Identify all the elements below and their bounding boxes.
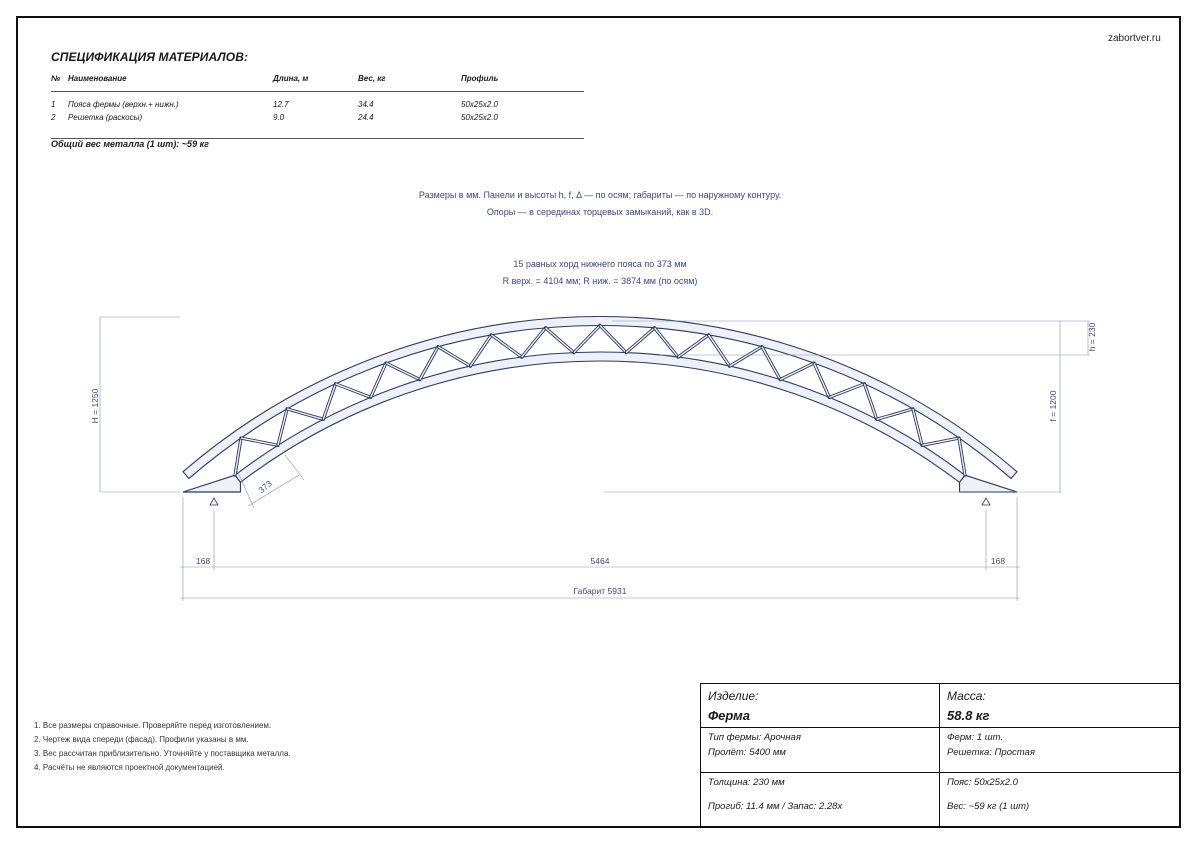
lattice-diagonal-fill	[574, 326, 600, 353]
lattice-diagonal-fill	[877, 409, 913, 419]
drawing-note-2: Опоры — в серединах торцевых замыканий, как в 3D.	[486, 207, 714, 217]
lattice-diagonal-fill	[438, 347, 470, 366]
lattice-diagonal-fill	[491, 335, 521, 357]
truss-count: Ферм: 1 шт.	[947, 732, 1004, 743]
lattice-type: Решетка: Простая	[947, 747, 1035, 758]
dim-label-span: 5464	[590, 556, 610, 566]
lattice-diagonal-fill	[959, 438, 965, 475]
product-value: Ферма	[708, 708, 750, 723]
right-support	[982, 498, 990, 505]
spec-col-number: №	[51, 74, 61, 83]
lattice-diagonal-fill	[470, 335, 491, 366]
spec-cell: 2	[51, 113, 56, 122]
spec-cell: 34.4	[358, 100, 374, 109]
title-block	[700, 683, 1181, 828]
lattice-diagonal-fill	[287, 409, 323, 419]
dim-label-H: H = 1250	[90, 388, 100, 424]
lattice-diagonal-fill	[922, 438, 959, 445]
spec-cell: Решетка (раскосы)	[68, 113, 143, 122]
spec-cell: 50x25x2.0	[461, 100, 498, 109]
drawing-note-3: 15 равных хорд нижнего пояса по 373 мм	[513, 259, 687, 269]
left-end-closure	[183, 475, 240, 492]
spec-col-profile: Профиль	[461, 74, 499, 83]
dim-label-left-offset: 168	[195, 556, 211, 566]
lattice-diagonal-fill	[545, 328, 573, 353]
lattice-diagonal-fill	[386, 363, 420, 380]
spec-col-name: Наименование	[68, 74, 127, 83]
right-end-closure	[960, 475, 1017, 492]
truss-type: Тип фермы: Арочная	[708, 732, 801, 743]
drawing-note-1: Размеры в мм. Панели и высоты h, f, Δ — по осям; габариты — по наружному контуру.	[418, 190, 782, 200]
mass-label: Масса:	[947, 689, 986, 703]
footnote: 2. Чертеж вида спереди (фасад). Профили указаны в мм.	[34, 735, 249, 744]
total-weight: Вес: ~59 кг (1 шт)	[947, 801, 1030, 812]
lattice-diagonal-fill	[336, 384, 371, 398]
lattice-diagonal-fill	[235, 438, 241, 475]
footnote: 3. Вес рассчитан приблизительно. Уточняйте у поставщика металла.	[34, 749, 291, 758]
top-chord	[183, 316, 1017, 478]
spec-cell: 12.7	[273, 100, 289, 109]
left-support	[210, 498, 218, 505]
dim-chord-ext-2	[285, 455, 304, 480]
footnote: 1. Все размеры справочные. Проверяйте перед изготовлением.	[34, 721, 272, 730]
dim-label-f: f = 1200	[1048, 390, 1058, 422]
lattice-diagonal-fill	[626, 328, 654, 353]
spec-cell: 9.0	[273, 113, 285, 122]
lattice-diagonal-fill	[522, 328, 546, 357]
truss-span: Пролёт: 5400 мм	[708, 747, 786, 758]
dim-chord-line	[248, 475, 299, 506]
spec-cell: 1	[51, 100, 56, 109]
spec-title: СПЕЦИФИКАЦИЯ МАТЕРИАЛОВ:	[51, 50, 249, 64]
product-label: Изделие:	[708, 689, 759, 703]
lattice-diagonal-fill	[829, 384, 864, 398]
lattice-diagonal-fill	[730, 347, 762, 366]
spec-cell: Пояса фермы (верхн.+ нижн.)	[68, 100, 179, 109]
truss-thickness: Толщина: 230 мм	[708, 777, 785, 788]
arch-truss	[183, 316, 1017, 505]
lattice-diagonal-fill	[678, 335, 708, 357]
lattice-diagonal-fill	[655, 328, 679, 357]
deflection: Прогиб: 11.4 мм / Запас: 2.28x	[708, 801, 843, 812]
lattice-diagonal-fill	[241, 438, 278, 445]
spec-total: Общий вес металла (1 шт): ~59 кг	[51, 139, 209, 149]
lattice-diagonal-fill	[600, 326, 626, 353]
mass-value: 58.8 кг	[947, 708, 990, 723]
dim-label-overall: Габарит 5931	[573, 586, 627, 596]
spec-col-weight: Вес, кг	[358, 74, 386, 83]
lattice-diagonal-fill	[780, 363, 814, 380]
dim-label-right-offset: 168	[990, 556, 1006, 566]
footnote: 4. Расчёты не являются проектной документацией.	[34, 763, 225, 772]
spec-cell: 50x25x2.0	[461, 113, 498, 122]
dim-label-h: h = 230	[1087, 322, 1097, 352]
drawing-note-4: R верх. = 4104 мм; R ниж. = 3874 мм (по осям)	[502, 276, 698, 286]
site-name: zabortver.ru	[1108, 33, 1161, 44]
lattice-diagonal-fill	[709, 335, 730, 366]
dim-label-chord: 373	[256, 478, 274, 496]
chord-profile: Пояс: 50x25x2.0	[947, 777, 1018, 788]
spec-cell: 24.4	[358, 113, 374, 122]
footnotes	[34, 719, 291, 775]
spec-col-length: Длина, м	[273, 74, 309, 83]
